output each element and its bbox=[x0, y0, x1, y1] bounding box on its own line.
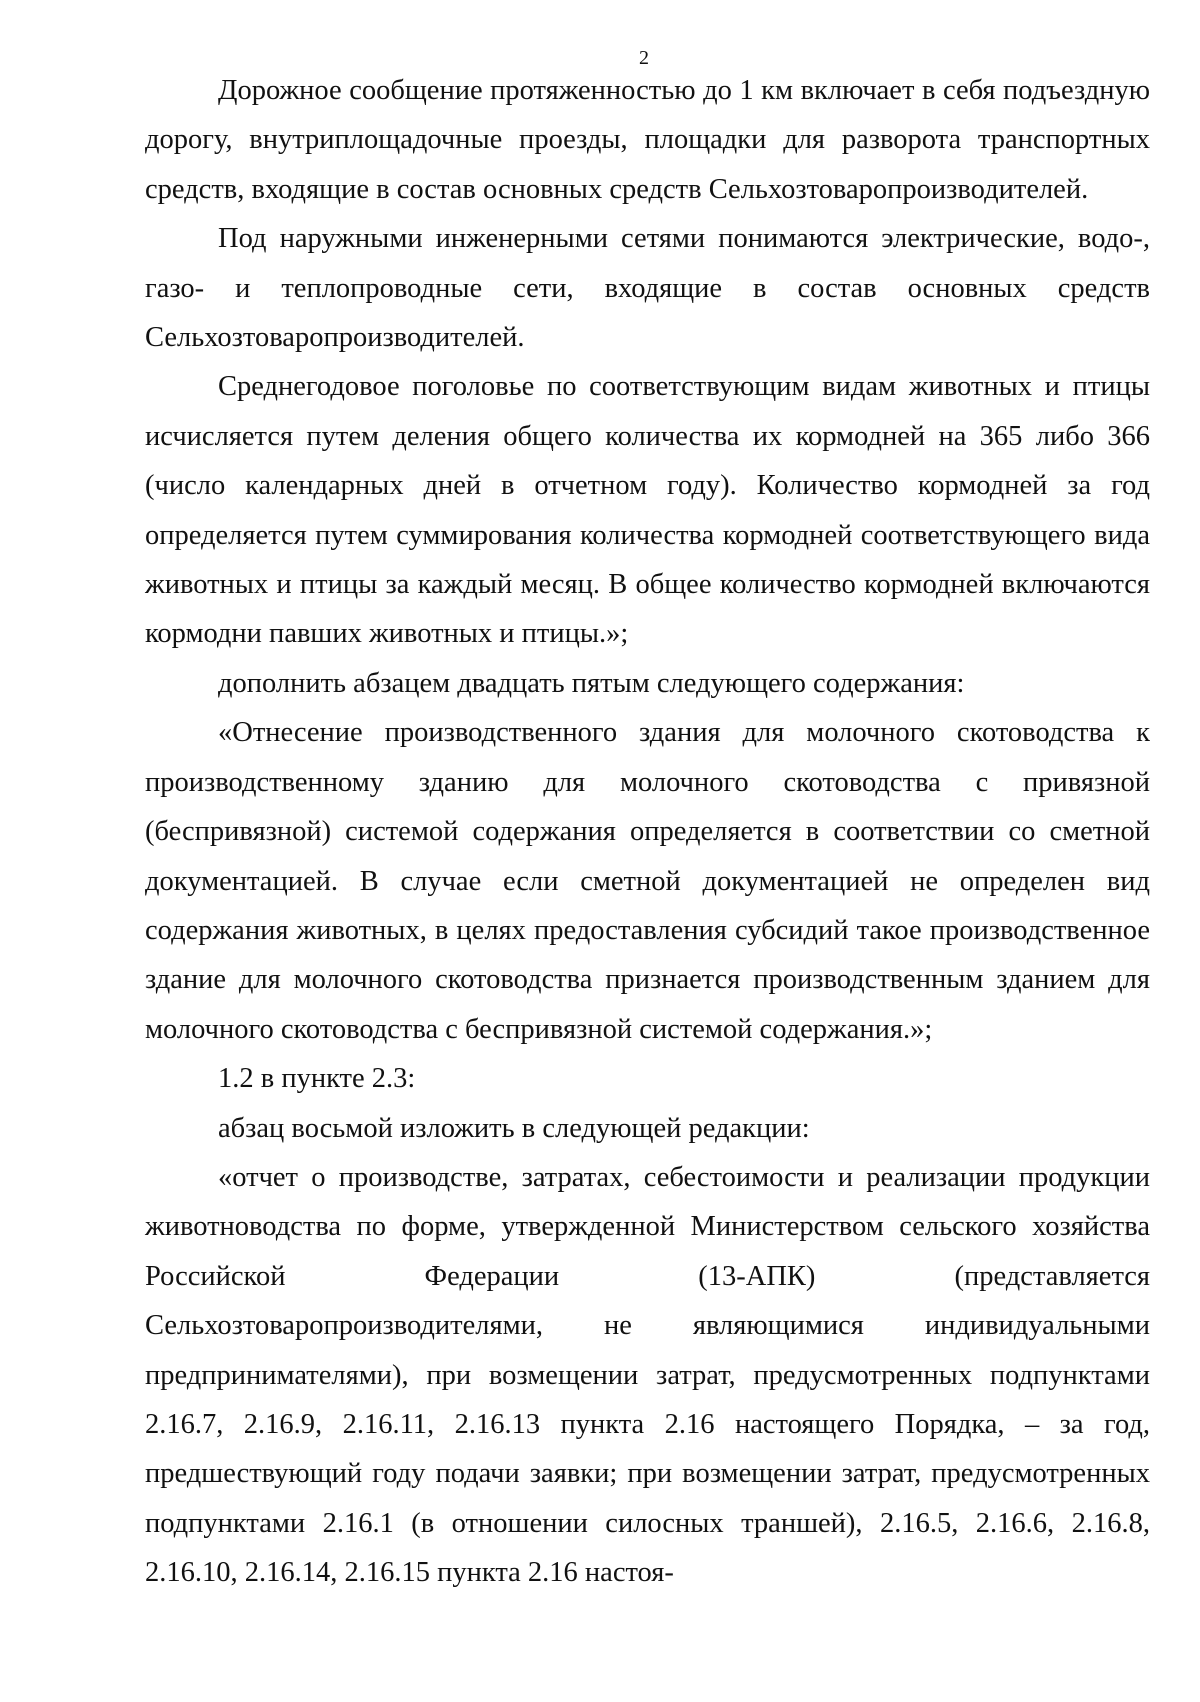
paragraph-clause-reference: 1.2 в пункте 2.3: bbox=[218, 1063, 416, 1095]
paragraph-production-report: «отчет о производстве, затратах, себестоимости и реализации продукции животноводства по форме, утвержденной Министерством сельского хозяйства Российской Федерации (13-АПК) (представляется Сельхозтоваропроизводителями, не являющимися индивидуальными предпринимателями), при возмещении затрат, предусмотренных подпунктами 2.16.7, 2.16.9, 2.16.11, 2.16.13 пункта 2.16 настоящего Порядка, – за год, предшествующий году подачи заявки; при возмещении затрат, предусмотренных подпунктами 2.16.1 (в отношении силосных траншей), 2.16.5, 2.16.6, 2.16.8, 2.16.10, 2.16.14, 2.16.15 пункта 2.16 настоя- bbox=[145, 1161, 1150, 1589]
document-body bbox=[145, 66, 1150, 1598]
paragraph-edit-instruction: абзац восьмой изложить в следующей редакции: bbox=[218, 1112, 810, 1144]
paragraph-dairy-building-classification: «Отнесение производственного здания для молочного скотоводства к производственному зданию для молочного скотоводства с привязной (беспривязной) системой содержания определяется в соответствии со сметной документацией. В случае если сметной документацией не определен вид содержания животных, в целях предоставления субсидий такое производственное здание для молочного скотоводства признается производственным зданием для молочного скотоводства с беспривязной системой содержания.»; bbox=[145, 717, 1150, 1045]
paragraph-average-livestock: Среднегодовое поголовье по соответствующим видам животных и птицы исчисляется путем деления общего количества их кормодней на 365 либо 366 (число календарных дней в отчетном году). Количество кормодней за год определяется путем суммирования количества кормодней соответствующего вида животных и птицы за каждый месяц. В общее количество кормодней включаются кормодни павших животных и птицы.»; bbox=[145, 371, 1150, 650]
paragraph-supplement-instruction: дополнить абзацем двадцать пятым следующего содержания: bbox=[218, 667, 965, 699]
paragraph-engineering-networks: Под наружными инженерными сетями понимаются электрические, водо-, газо- и теплопроводные сети, входящие в состав основных средств Сельхозтоваропроизводителей. bbox=[145, 223, 1150, 354]
paragraph-road-communication: Дорожное сообщение протяженностью до 1 км включает в себя подъездную дорогу, внутриплощадочные проезды, площадки для разворота транспортных средств, входящие в состав основных средств Сельхозтоваропроизводителей. bbox=[145, 75, 1150, 205]
page-number: 2 bbox=[639, 47, 649, 69]
